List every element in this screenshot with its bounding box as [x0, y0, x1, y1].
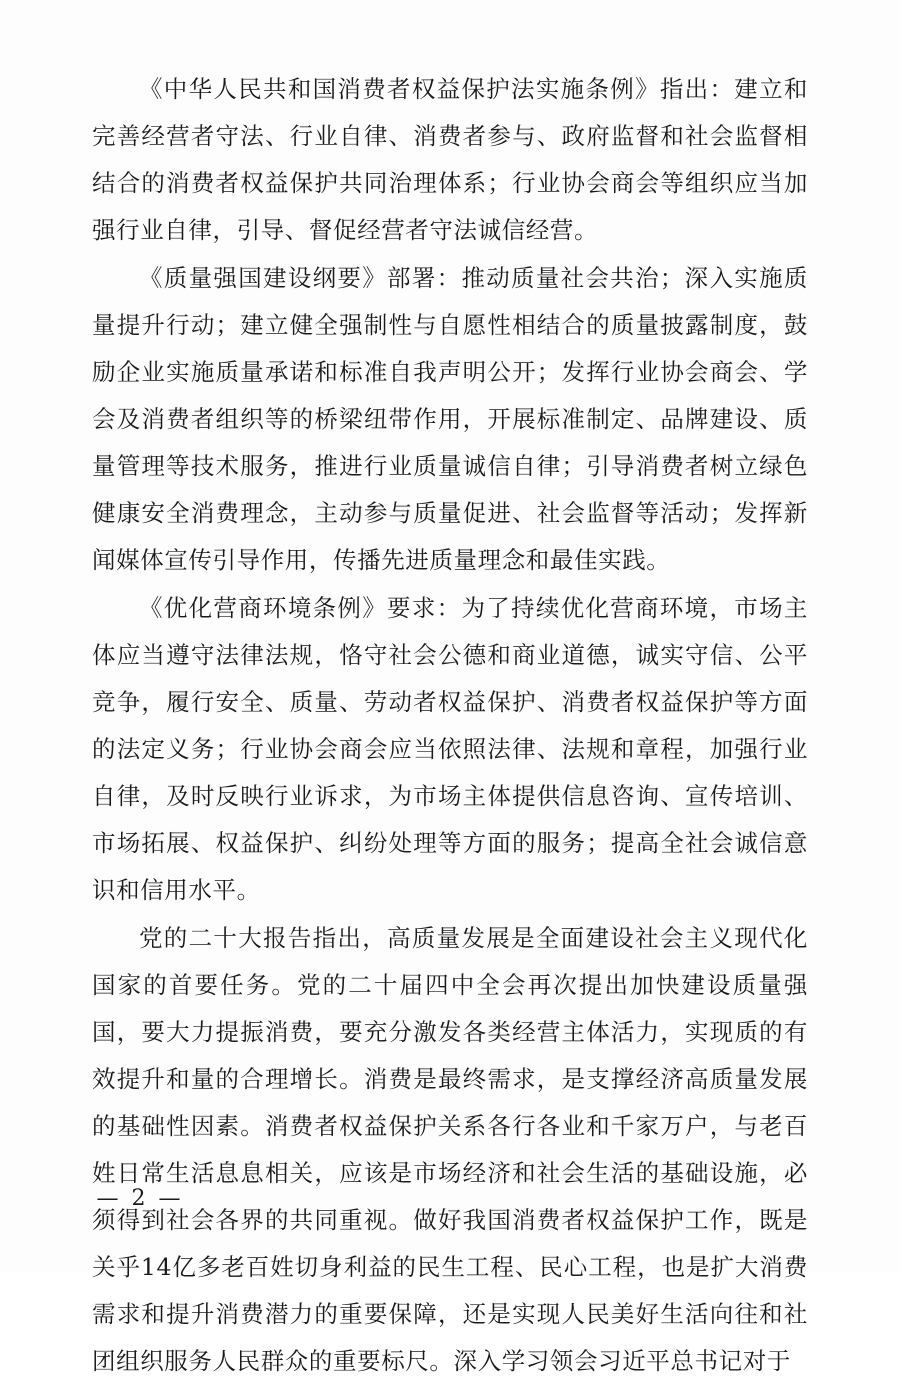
paragraph: 《中华人民共和国消费者权益保护法实施条例》指出：建立和完善经营者守法、行业自律、消费者参与、政府监督和社会监督相结合的消费者权益保护共同治理体系；行业协会商会等组织应当加强行业自律，引导、督促经营者守法诚信经营。 — [92, 75, 808, 244]
page-number: — 2 — — [96, 1186, 184, 1211]
paragraph: 党的二十大报告指出，高质量发展是全面建设社会主义现代化国家的首要任务。党的二十届四中全会再次提出加快建设质量强国，要大力提振消费，要充分激发各类经营主体活力，实现质的有效提升和量的合理增长。消费是最终需求，是支撑经济高质量发展的基础性因素。消费者权益保护关系各行各业和千家万户，与老百姓日常生活息息相关，应该是市场经济和社会生活的基础设施，必须得到社会各界的共同重视。做好我国消费者权益保护工作，既是关乎14亿多老百姓切身利益的民生工程、民心工程，也是扩大消费需求和提升消费潜力的重要保障，还是实现人民美好生活向往和社团组织服务人民群众的重要标尺。深入学习领会习近平总书记对于 — [92, 924, 808, 1375]
page-footer — [0, 1186, 900, 1211]
paragraph: 《质量强国建设纲要》部署：推动质量社会共治；深入实施质量提升行动；建立健全强制性与自愿性相结合的质量披露制度，鼓励企业实施质量承诺和标准自我声明公开；发挥行业协会商会、学会及消费者组织等的桥梁纽带作用，开展标准制定、品牌建设、质量管理等技术服务，推进行业质量诚信自律；引导消费者树立绿色健康安全消费理念，主动参与质量促进、社会监督等活动；发挥新闻媒体宣传引导作用，传播先进质量理念和最佳实践。 — [92, 264, 808, 574]
paragraph: 《优化营商环境条例》要求：为了持续优化营商环境，市场主体应当遵守法律法规，恪守社会公德和商业道德，诚实守信、公平竞争，履行安全、质量、劳动者权益保护、消费者权益保护等方面的法定义务；行业协会商会应当依照法律、法规和章程，加强行业自律，及时反映行业诉求，为市场主体提供信息咨询、宣传培训、市场拓展、权益保护、纠纷处理等方面的服务；提高全社会诚信意识和信用水平。 — [92, 594, 808, 904]
